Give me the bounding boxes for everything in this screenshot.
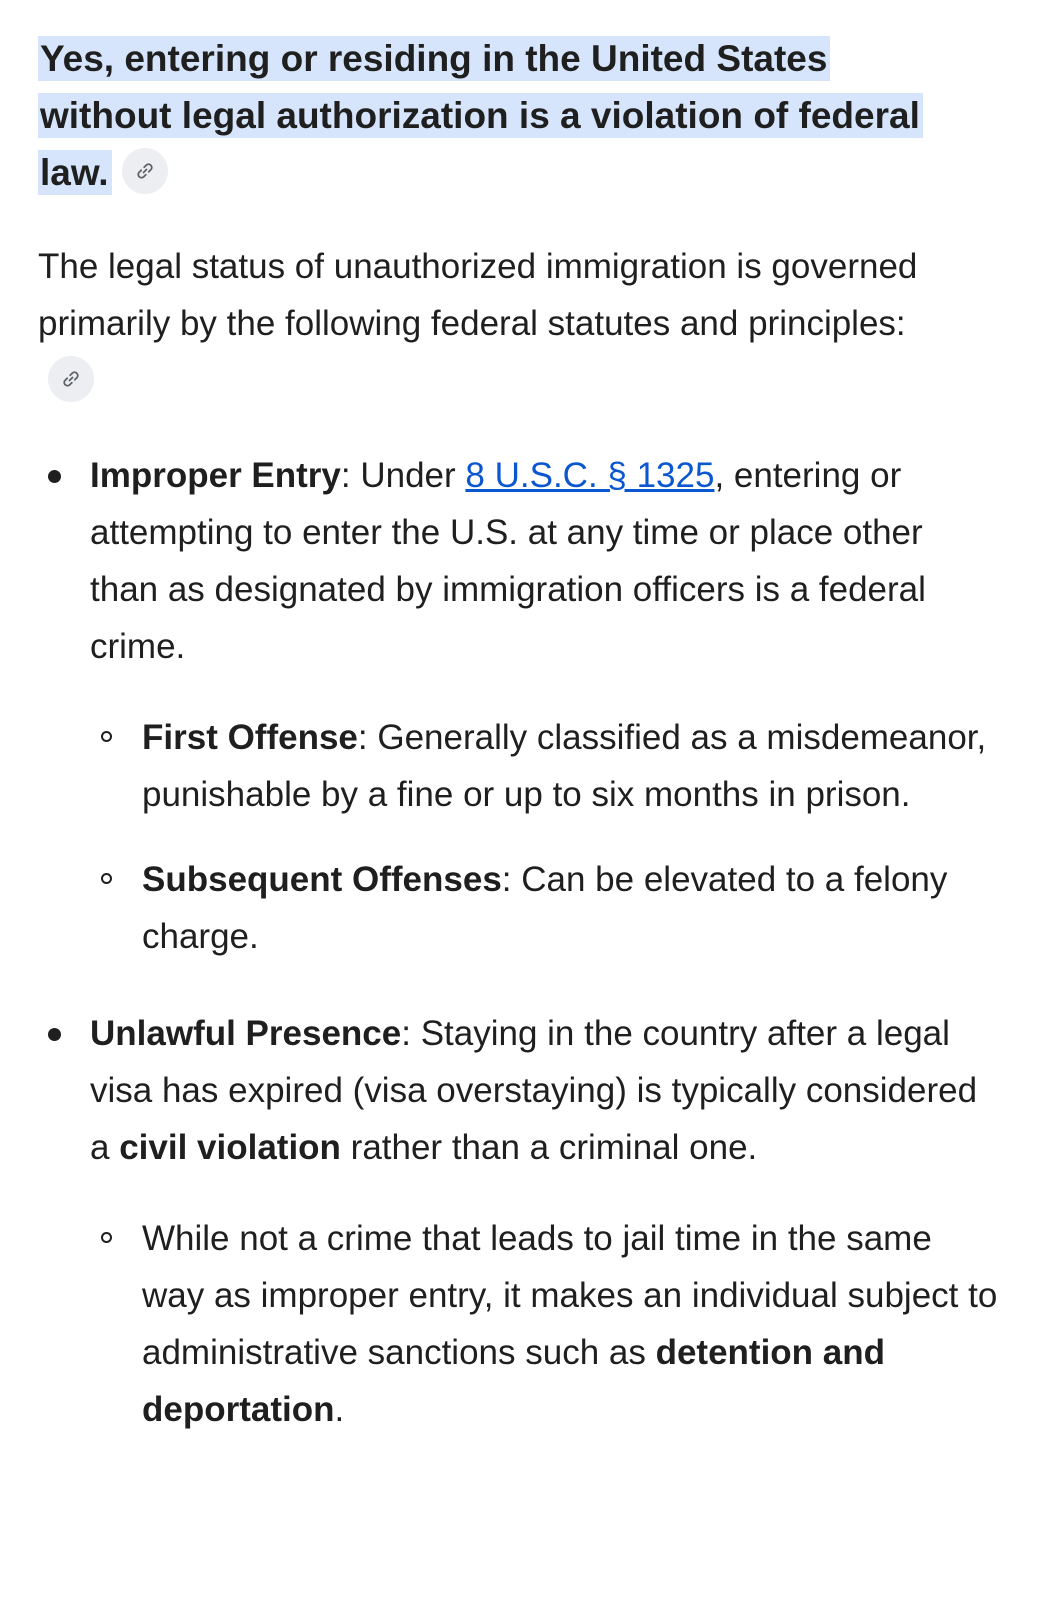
sub-item-subsequent-offenses [90,851,998,965]
colon: : [357,718,368,757]
sub-text: Generally classified as a misdemeanor, punishable by a fine or up to six months in prison. [142,718,987,814]
bullet-text: Staying in the country after a legal visa has expired (visa overstaying) is typically considered a [90,1014,978,1167]
colon: : [401,1014,411,1053]
colon: : [501,860,512,899]
bullet-text: rather than a criminal one. [340,1128,758,1167]
bullet-text: , entering or attempting to enter the U.S. at any time or place other than as designated by immigration officers is a federal crime. [90,456,926,666]
sub-term: Subsequent Offenses [142,860,502,899]
sub-item-consequences [90,1210,998,1438]
bullet-emphasis: civil violation [119,1128,341,1167]
link-icon [135,161,155,181]
sub-list [90,1210,998,1438]
answer-headline [38,30,968,201]
list-item-improper-entry [38,447,998,965]
sub-list [90,709,998,965]
sub-text: Can be elevated to a felony charge. [142,860,948,956]
intro-text: The legal status of unauthorized immigration is governed primarily by the following federal statutes and principles: [38,247,918,343]
link-icon [61,369,81,389]
bullet-term: Unlawful Presence [90,1014,402,1053]
bullet-term: Improper Entry [90,456,341,495]
statute-list [38,447,998,1438]
intro-paragraph [38,238,948,409]
colon: : [340,456,351,495]
sub-emphasis: detention and deportation [142,1333,886,1429]
sub-item-first-offense [90,709,998,823]
citation-chip[interactable] [122,148,168,194]
list-item-unlawful-presence [38,1005,998,1438]
citation-chip[interactable] [48,356,94,402]
statute-link[interactable]: 8 U.S.C. § 1325 [465,456,715,495]
bullet-prefix: Under [350,456,466,495]
highlighted-answer[interactable]: Yes, entering or residing in the United States without legal authorization is a violation of federal law. [38,36,923,195]
sub-term: First Offense [142,718,358,757]
sub-text: While not a crime that leads to jail time in the same way as improper entry, it makes an individual subject to administrative sanctions such as [142,1219,998,1372]
response-content [38,30,998,1478]
sub-text: . [334,1390,345,1429]
